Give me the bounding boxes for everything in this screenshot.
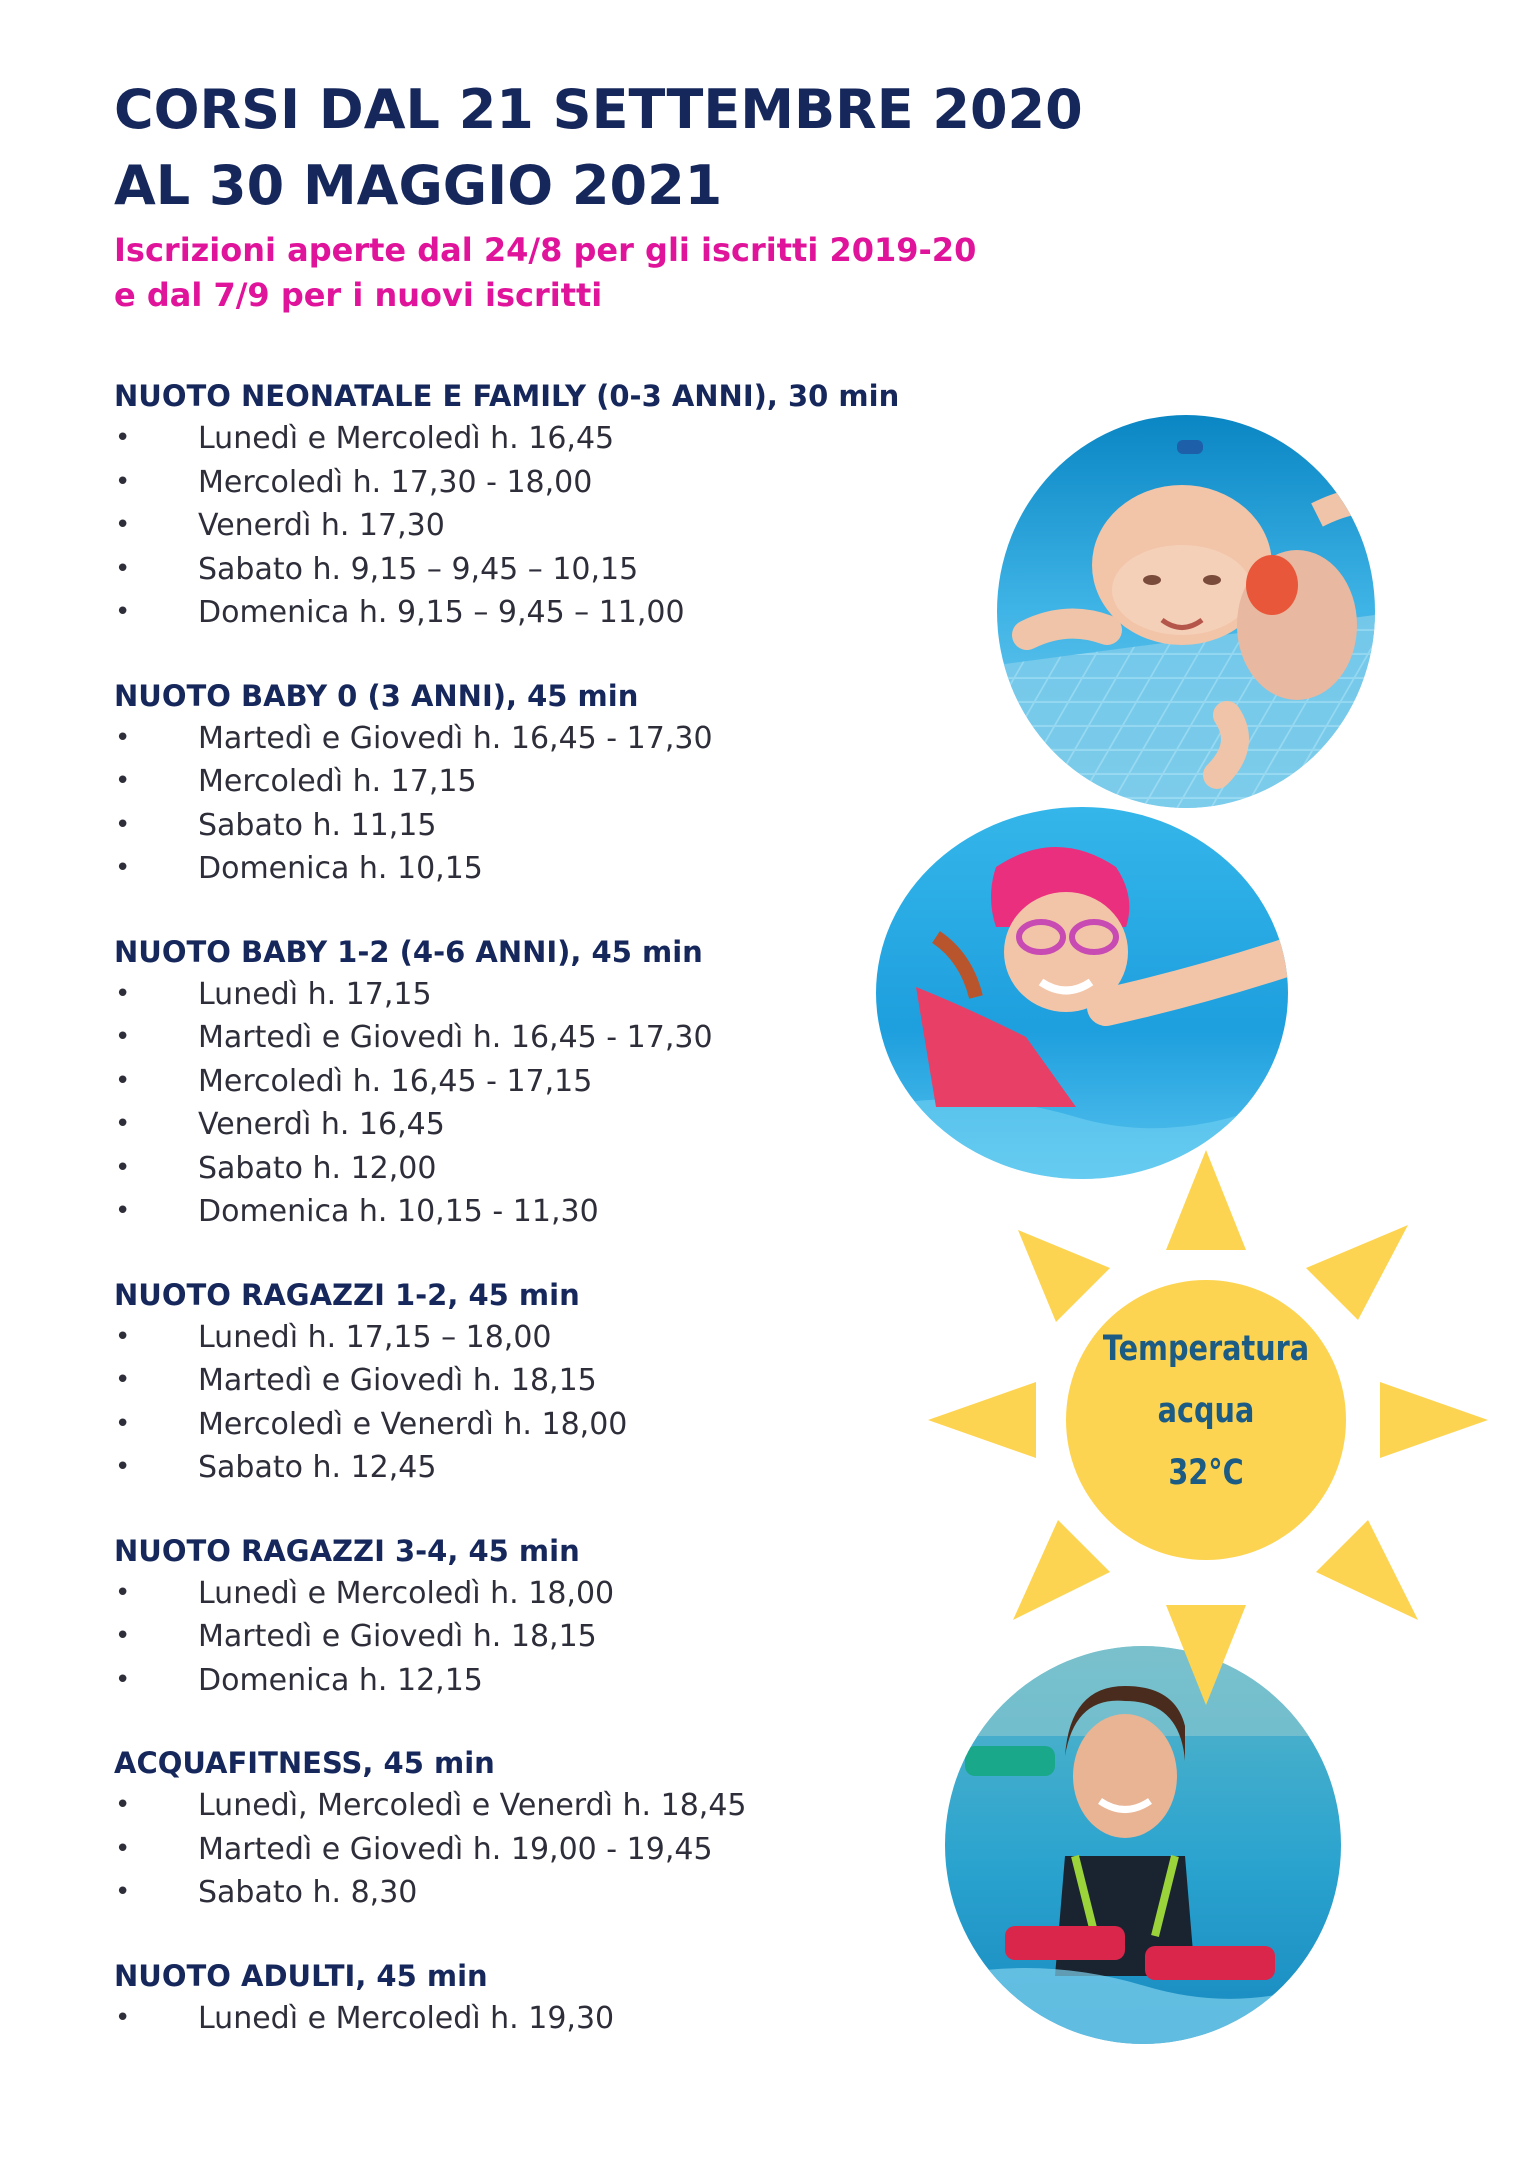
title-line-1: CORSI DAL 21 SETTEMBRE 2020	[114, 78, 1083, 141]
schedule-item	[114, 973, 994, 1017]
subtitle-line-1: Iscrizioni aperte dal 24/8 per gli iscritti 2019-20	[114, 231, 977, 269]
schedule-item	[114, 591, 994, 635]
bullet-icon: •	[115, 1196, 131, 1226]
schedule-item	[114, 1871, 994, 1915]
bullet-icon: •	[115, 597, 131, 627]
schedule-text: Lunedì h. 17,15	[198, 976, 432, 1012]
schedule-item	[114, 1828, 994, 1872]
schedule-list	[114, 973, 994, 1234]
schedule-item	[114, 1997, 994, 2041]
bullet-icon: •	[115, 853, 131, 883]
page-title	[114, 72, 1083, 224]
schedule-text: Domenica h. 12,15	[198, 1662, 483, 1698]
schedule-item	[114, 1446, 994, 1490]
schedule-item	[114, 1060, 994, 1104]
sun-ray-right	[1380, 1382, 1488, 1458]
schedule-item	[114, 1316, 994, 1360]
schedule-item	[114, 1103, 994, 1147]
temperature-line-1: Temperatura	[1102, 1329, 1310, 1369]
schedule-item	[114, 717, 994, 761]
schedule-item	[114, 1403, 994, 1447]
bullet-icon: •	[115, 766, 131, 796]
schedule-item	[114, 1147, 994, 1191]
bullet-icon: •	[115, 809, 131, 840]
bullet-icon: •	[115, 1877, 131, 1907]
schedule-list	[114, 1997, 994, 2041]
water-temperature-label	[1093, 1318, 1319, 1504]
title-line-2: AL 30 MAGGIO 2021	[114, 154, 723, 217]
course-title: NUOTO NEONATALE E FAMILY (0-3 ANNI), 30 min	[114, 379, 900, 413]
schedule-item	[114, 504, 994, 548]
sun-ray-left	[928, 1382, 1036, 1458]
schedule-text: Lunedì h. 17,15 – 18,00	[198, 1319, 552, 1355]
baby-swimming-photo	[997, 415, 1375, 808]
course-section	[114, 675, 994, 891]
schedule-text: Martedì e Giovedì h. 18,15	[198, 1363, 597, 1398]
schedule-item	[114, 1615, 994, 1659]
bullet-icon: •	[115, 1577, 131, 1608]
schedule-item	[114, 760, 994, 804]
schedule-text: Mercoledì h. 17,15	[198, 764, 477, 799]
temperature-value: 32°C	[1168, 1453, 1244, 1493]
bullet-icon: •	[115, 2002, 131, 2033]
schedule-item	[114, 461, 994, 505]
schedule-text: Venerdì h. 17,30	[198, 508, 445, 543]
schedule-text: Mercoledì e Venerdì h. 18,00	[198, 1406, 628, 1442]
course-section	[114, 375, 994, 635]
girl-swimming-photo	[876, 807, 1288, 1179]
schedule-text: Martedì e Giovedì h. 18,15	[198, 1619, 597, 1654]
course-section	[114, 931, 994, 1234]
course-title: NUOTO ADULTI, 45 min	[114, 1958, 488, 1993]
subtitle-line-2: e dal 7/9 per i nuovi iscritti	[114, 276, 603, 314]
course-title: NUOTO RAGAZZI 3-4, 45 min	[114, 1533, 580, 1568]
bullet-icon: •	[115, 1321, 131, 1352]
course-title: NUOTO BABY 0 (3 ANNI), 45 min	[114, 678, 639, 713]
bullet-icon: •	[115, 1452, 131, 1482]
schedule-item	[114, 1572, 994, 1616]
schedule-text: Sabato h. 9,15 – 9,45 – 10,15	[198, 551, 639, 587]
schedule-list	[114, 417, 994, 635]
schedule-text: Lunedì e Mercoledì h. 16,45	[198, 421, 615, 456]
schedule-list	[114, 1784, 994, 1915]
bullet-icon: •	[115, 1065, 131, 1096]
bullet-icon: •	[115, 1833, 131, 1864]
schedule-list	[114, 1572, 994, 1703]
schedule-list	[114, 1316, 994, 1490]
temperature-line-2: acqua	[1157, 1391, 1255, 1431]
schedule-item	[114, 548, 994, 592]
schedule-item	[114, 1190, 994, 1234]
schedule-text: Venerdì h. 16,45	[198, 1107, 445, 1142]
schedule-item	[114, 1016, 994, 1060]
schedule-item	[114, 847, 994, 891]
registration-notice	[114, 228, 976, 318]
bullet-icon: •	[115, 978, 131, 1009]
aquafitness-woman-photo	[945, 1646, 1341, 2044]
bullet-icon: •	[115, 1109, 131, 1139]
bullet-icon: •	[115, 1365, 131, 1395]
sun-ray-bottom-right	[1316, 1520, 1418, 1620]
schedule-item	[114, 1359, 994, 1403]
sun-ray-bottom	[1166, 1605, 1246, 1705]
bullet-icon: •	[115, 1790, 131, 1820]
course-title: NUOTO BABY 1-2 (4-6 ANNI), 45 min	[114, 934, 703, 969]
schedule-text: Lunedì, Mercoledì e Venerdì h. 18,45	[198, 1788, 747, 1823]
schedule-text: Domenica h. 10,15 - 11,30	[198, 1194, 599, 1229]
bullet-icon: •	[115, 553, 131, 584]
schedule-text: Lunedì e Mercoledì h. 19,30	[198, 2000, 615, 2036]
schedule-text: Domenica h. 10,15	[198, 851, 483, 886]
course-section	[114, 1274, 994, 1490]
bullet-icon: •	[115, 1408, 131, 1439]
schedule-item	[114, 804, 994, 848]
bullet-icon: •	[115, 1664, 131, 1695]
schedule-item	[114, 1659, 994, 1703]
bullet-icon: •	[115, 466, 131, 497]
bullet-icon: •	[115, 1152, 131, 1183]
schedule-text: Lunedì e Mercoledì h. 18,00	[198, 1575, 615, 1611]
sun-ray-top-left	[1018, 1230, 1110, 1322]
schedule-text: Sabato h. 12,00	[198, 1150, 437, 1186]
course-title: ACQUAFITNESS, 45 min	[114, 1746, 495, 1780]
course-section	[114, 1955, 994, 2041]
schedule-text: Martedì e Giovedì h. 19,00 - 19,45	[198, 1831, 713, 1867]
schedule-item	[114, 1784, 994, 1828]
bullet-icon: •	[115, 510, 131, 540]
course-section	[114, 1530, 994, 1703]
course-section	[114, 1742, 994, 1915]
schedule-text: Sabato h. 8,30	[198, 1875, 418, 1910]
sun-ray-top-right	[1306, 1225, 1408, 1320]
course-title: NUOTO RAGAZZI 1-2, 45 min	[114, 1277, 580, 1312]
bullet-icon: •	[115, 722, 131, 753]
sun-ray-bottom-left	[1013, 1520, 1110, 1620]
schedule-text: Sabato h. 12,45	[198, 1450, 437, 1485]
bullet-icon: •	[115, 1022, 131, 1052]
schedule-text: Martedì e Giovedì h. 16,45 - 17,30	[198, 1020, 713, 1055]
course-list	[114, 375, 994, 2080]
schedule-item	[114, 417, 994, 461]
bullet-icon: •	[115, 423, 131, 453]
schedule-text: Mercoledì h. 16,45 - 17,15	[198, 1063, 593, 1099]
schedule-text: Mercoledì h. 17,30 - 18,00	[198, 464, 593, 500]
bullet-icon: •	[115, 1621, 131, 1651]
schedule-list	[114, 717, 994, 891]
schedule-text: Sabato h. 11,15	[198, 807, 437, 843]
schedule-text: Martedì e Giovedì h. 16,45 - 17,30	[198, 720, 713, 756]
sun-ray-top	[1166, 1150, 1246, 1250]
schedule-text: Domenica h. 9,15 – 9,45 – 11,00	[198, 595, 685, 630]
